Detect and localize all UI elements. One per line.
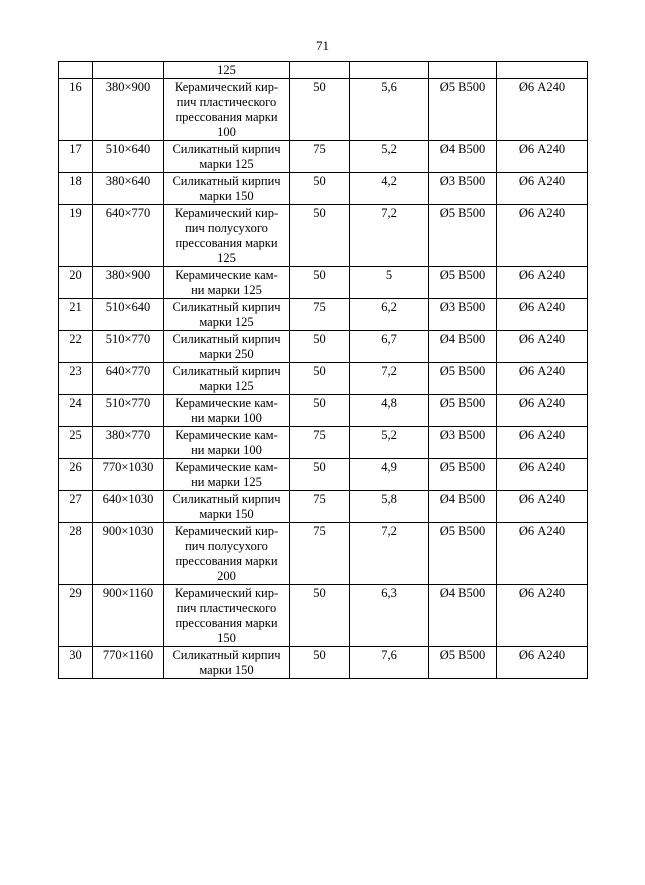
cell-c4: 75 <box>290 491 350 523</box>
cell-c6: Ø3 В500 <box>429 299 497 331</box>
cell-c7: Ø6 А240 <box>497 331 588 363</box>
cell-size: 640×770 <box>93 363 164 395</box>
cell-c6: Ø5 В500 <box>429 523 497 585</box>
table-row <box>59 585 588 647</box>
cell-c5: 6,2 <box>350 299 429 331</box>
table-body <box>59 62 588 679</box>
cell-material: Керамический кир- пич пластического прессования марки 150 <box>164 585 290 647</box>
cell-c5: 5,2 <box>350 141 429 173</box>
table-row <box>59 491 588 523</box>
cell-no: 28 <box>59 523 93 585</box>
cell-c4: 50 <box>290 363 350 395</box>
cell-no: 23 <box>59 363 93 395</box>
cell-c6 <box>429 62 497 79</box>
cell-material: Керамические кам- ни марки 100 <box>164 427 290 459</box>
cell-no: 18 <box>59 173 93 205</box>
cell-c4: 50 <box>290 79 350 141</box>
cell-c7: Ø6 А240 <box>497 585 588 647</box>
cell-c6: Ø4 В500 <box>429 585 497 647</box>
cell-no: 29 <box>59 585 93 647</box>
cell-c5: 5,8 <box>350 491 429 523</box>
cell-size: 770×1160 <box>93 647 164 679</box>
cell-size <box>93 62 164 79</box>
cell-c6: Ø3 В500 <box>429 427 497 459</box>
cell-no: 26 <box>59 459 93 491</box>
cell-c5: 6,7 <box>350 331 429 363</box>
cell-size: 380×640 <box>93 173 164 205</box>
page-number: 71 <box>316 38 329 53</box>
cell-c7: Ø6 А240 <box>497 173 588 205</box>
cell-c7: Ø6 А240 <box>497 299 588 331</box>
cell-no: 27 <box>59 491 93 523</box>
cell-c6: Ø5 В500 <box>429 647 497 679</box>
cell-size: 640×1030 <box>93 491 164 523</box>
cell-c5: 6,3 <box>350 585 429 647</box>
cell-c6: Ø4 В500 <box>429 491 497 523</box>
cell-c4: 50 <box>290 585 350 647</box>
cell-c6: Ø5 В500 <box>429 267 497 299</box>
cell-c5: 5,6 <box>350 79 429 141</box>
cell-no: 20 <box>59 267 93 299</box>
cell-material: Силикатный кирпич марки 250 <box>164 331 290 363</box>
cell-c7: Ø6 А240 <box>497 523 588 585</box>
cell-c7: Ø6 А240 <box>497 363 588 395</box>
cell-c7: Ø6 А240 <box>497 459 588 491</box>
cell-material: Керамический кир- пич полусухого прессования марки 125 <box>164 205 290 267</box>
cell-size: 640×770 <box>93 205 164 267</box>
table-row <box>59 459 588 491</box>
cell-size: 380×900 <box>93 79 164 141</box>
cell-c5: 4,9 <box>350 459 429 491</box>
cell-c7: Ø6 А240 <box>497 141 588 173</box>
cell-no: 16 <box>59 79 93 141</box>
cell-material: Керамические кам- ни марки 125 <box>164 459 290 491</box>
cell-no: 30 <box>59 647 93 679</box>
cell-c4: 50 <box>290 205 350 267</box>
cell-c6: Ø4 В500 <box>429 331 497 363</box>
cell-c6: Ø5 В500 <box>429 79 497 141</box>
table-row <box>59 523 588 585</box>
cell-c4: 50 <box>290 267 350 299</box>
table-row <box>59 141 588 173</box>
cell-material: Силикатный кирпич марки 125 <box>164 363 290 395</box>
cell-c4 <box>290 62 350 79</box>
cell-material: Силикатный кирпич марки 150 <box>164 647 290 679</box>
cell-material: Силикатный кирпич марки 150 <box>164 491 290 523</box>
table-row <box>59 647 588 679</box>
cell-c6: Ø5 В500 <box>429 205 497 267</box>
cell-c7: Ø6 А240 <box>497 205 588 267</box>
cell-no <box>59 62 93 79</box>
table-row <box>59 79 588 141</box>
cell-c5: 7,2 <box>350 205 429 267</box>
cell-material: Силикатный кирпич марки 125 <box>164 141 290 173</box>
cell-size: 510×770 <box>93 395 164 427</box>
cell-c4: 50 <box>290 459 350 491</box>
cell-size: 900×1030 <box>93 523 164 585</box>
table-row <box>59 395 588 427</box>
cell-no: 17 <box>59 141 93 173</box>
table-row <box>59 267 588 299</box>
cell-c7: Ø6 А240 <box>497 395 588 427</box>
cell-size: 900×1160 <box>93 585 164 647</box>
cell-no: 21 <box>59 299 93 331</box>
cell-material: Керамический кир- пич полусухого прессования марки 200 <box>164 523 290 585</box>
cell-c5: 5 <box>350 267 429 299</box>
cell-c4: 75 <box>290 523 350 585</box>
cell-c4: 50 <box>290 173 350 205</box>
cell-no: 19 <box>59 205 93 267</box>
cell-c7: Ø6 А240 <box>497 79 588 141</box>
cell-c4: 50 <box>290 395 350 427</box>
cell-c5: 4,2 <box>350 173 429 205</box>
cell-c4: 75 <box>290 299 350 331</box>
cell-c5: 7,6 <box>350 647 429 679</box>
cell-material: Керамический кир- пич пластического прессования марки 100 <box>164 79 290 141</box>
cell-c5 <box>350 62 429 79</box>
cell-size: 380×770 <box>93 427 164 459</box>
cell-material: Силикатный кирпич марки 150 <box>164 173 290 205</box>
cell-c7: Ø6 А240 <box>497 647 588 679</box>
cell-c6: Ø5 В500 <box>429 363 497 395</box>
cell-size: 510×640 <box>93 141 164 173</box>
table-row <box>59 205 588 267</box>
table-row <box>59 299 588 331</box>
cell-material: Силикатный кирпич марки 125 <box>164 299 290 331</box>
cell-c6: Ø5 В500 <box>429 459 497 491</box>
cell-c5: 7,2 <box>350 363 429 395</box>
cell-c5: 5,2 <box>350 427 429 459</box>
table-row <box>59 363 588 395</box>
cell-c7: Ø6 А240 <box>497 427 588 459</box>
continuation-row <box>59 62 588 79</box>
cell-c7: Ø6 А240 <box>497 267 588 299</box>
cell-c4: 50 <box>290 647 350 679</box>
cell-size: 380×900 <box>93 267 164 299</box>
cell-material: 125 <box>164 62 290 79</box>
table-row <box>59 427 588 459</box>
cell-material: Керамические кам- ни марки 100 <box>164 395 290 427</box>
cell-c6: Ø3 В500 <box>429 173 497 205</box>
cell-no: 25 <box>59 427 93 459</box>
cell-c6: Ø5 В500 <box>429 395 497 427</box>
cell-size: 510×640 <box>93 299 164 331</box>
cell-size: 510×770 <box>93 331 164 363</box>
cell-size: 770×1030 <box>93 459 164 491</box>
cell-c5: 4,8 <box>350 395 429 427</box>
cell-c7: Ø6 А240 <box>497 491 588 523</box>
cell-c4: 75 <box>290 141 350 173</box>
table-row <box>59 331 588 363</box>
cell-c6: Ø4 В500 <box>429 141 497 173</box>
data-table <box>58 61 588 679</box>
table-row <box>59 173 588 205</box>
cell-c5: 7,2 <box>350 523 429 585</box>
cell-no: 24 <box>59 395 93 427</box>
cell-c4: 75 <box>290 427 350 459</box>
cell-material: Керамические кам- ни марки 125 <box>164 267 290 299</box>
cell-c7 <box>497 62 588 79</box>
cell-no: 22 <box>59 331 93 363</box>
cell-c4: 50 <box>290 331 350 363</box>
